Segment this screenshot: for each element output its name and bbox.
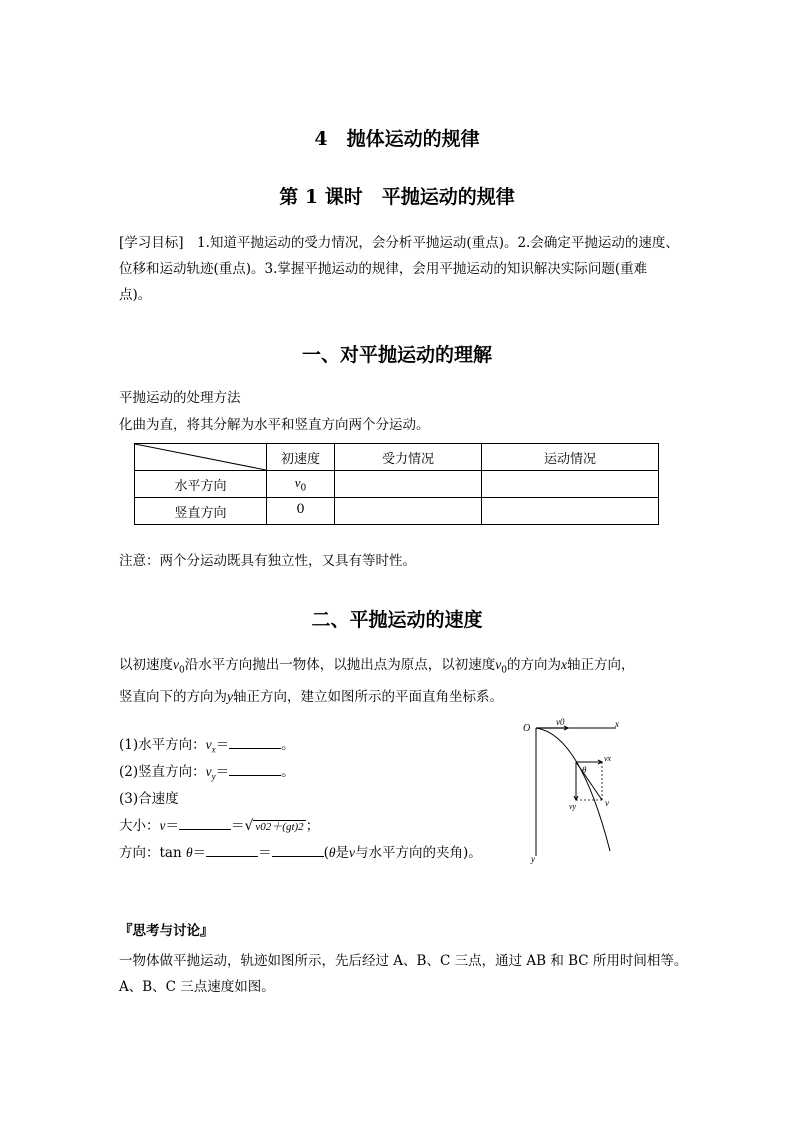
section1-intro2: 化曲为直，将其分解为水平和竖直方向两个分运动。	[119, 417, 430, 433]
section1-heading: 一、对平抛运动的理解	[301, 344, 492, 366]
answer-blank[interactable]	[179, 815, 231, 830]
goals-line1: 1.知道平抛运动的受力情况，会分析平抛运动(重点)。2.会确定平抛运动的速度、	[197, 235, 679, 251]
projectile-figure	[518, 716, 628, 864]
table-header-row	[135, 444, 659, 471]
table-corner-cell	[135, 444, 267, 471]
table-row	[135, 471, 659, 498]
y-label: y	[531, 854, 535, 864]
trajectory-curve	[536, 728, 610, 851]
section2-heading: 二、平抛运动的速度	[311, 609, 483, 631]
theta-label: θ	[582, 765, 587, 775]
answer-blank[interactable]	[206, 842, 258, 857]
row-label: 竖直方向	[135, 498, 267, 525]
motion-cell	[482, 471, 659, 498]
force-cell	[335, 471, 482, 498]
motion-table	[134, 443, 659, 525]
v0-label: v0	[556, 717, 565, 727]
v-label: v	[605, 798, 609, 808]
table-row	[135, 498, 659, 525]
force-cell	[335, 498, 482, 525]
initial-velocity-cell: 0	[267, 498, 335, 525]
item-horizontal: (1)水平方向：$v_x=$ 。	[119, 734, 295, 761]
diagonal-line	[135, 444, 266, 470]
vy-label: vy	[569, 802, 577, 811]
answer-blank[interactable]	[272, 842, 324, 857]
discussion-line1: 一物体做平抛运动，轨迹如图所示，先后经过 A、B、C 三点，通过 AB 和 BC 所用时间相等。	[119, 953, 688, 969]
discussion-heading: 『思考与讨论』	[119, 923, 214, 939]
origin-label: O	[523, 723, 531, 734]
x-label: x	[615, 719, 619, 729]
item-direction: 方向：tan θ＝ ＝ (θ是v与水平方向的夹角)。	[119, 842, 482, 864]
v-arrow	[576, 762, 602, 800]
goals-tag: [学习目标]	[119, 235, 184, 251]
answer-blank[interactable]	[229, 761, 281, 776]
goals-line3: 点)。	[119, 287, 152, 303]
goals-line2: 位移和运动轨迹(重点)。3.掌握平抛运动的规律，会用平抛运动的知识解决实际问题(重难	[119, 261, 648, 277]
answer-blank[interactable]	[229, 734, 281, 749]
lesson-subtitle: 第 1 课时 平抛运动的规律	[279, 186, 515, 208]
section2-para: 以初速度$v_0$沿水平方向抛出一物体，以抛出点为原点，以初速度$v_0$的方向为x轴正方向， 竖直向下的方向为y轴正方向，建立如图所示的平面直角坐标系。	[119, 657, 635, 705]
discussion-line2: A、B、C 三点速度如图。	[119, 979, 275, 995]
learning-goals	[119, 230, 679, 308]
section1-intro1: 平抛运动的处理方法	[119, 390, 241, 406]
item-resultant: (3)合速度	[119, 791, 179, 807]
table-header: 初速度	[267, 444, 335, 471]
item-vertical: (2)竖直方向：$v_y=$ 。	[119, 761, 295, 788]
table-header: 运动情况	[482, 444, 659, 471]
item-magnitude: 大小：v＝ ＝√ v02＋(gt)2 ；	[119, 815, 319, 837]
initial-velocity-cell: $v_0$	[267, 471, 335, 498]
sqrt-expression: v02＋(gt)2	[255, 821, 304, 833]
page-title: 4 抛体运动的规律	[314, 128, 480, 150]
section1-note: 注意：两个分运动既具有独立性，又具有等时性。	[119, 553, 416, 569]
vx-label: vx	[604, 754, 612, 763]
table-header: 受力情况	[335, 444, 482, 471]
motion-cell	[482, 498, 659, 525]
row-label: 水平方向	[135, 471, 267, 498]
